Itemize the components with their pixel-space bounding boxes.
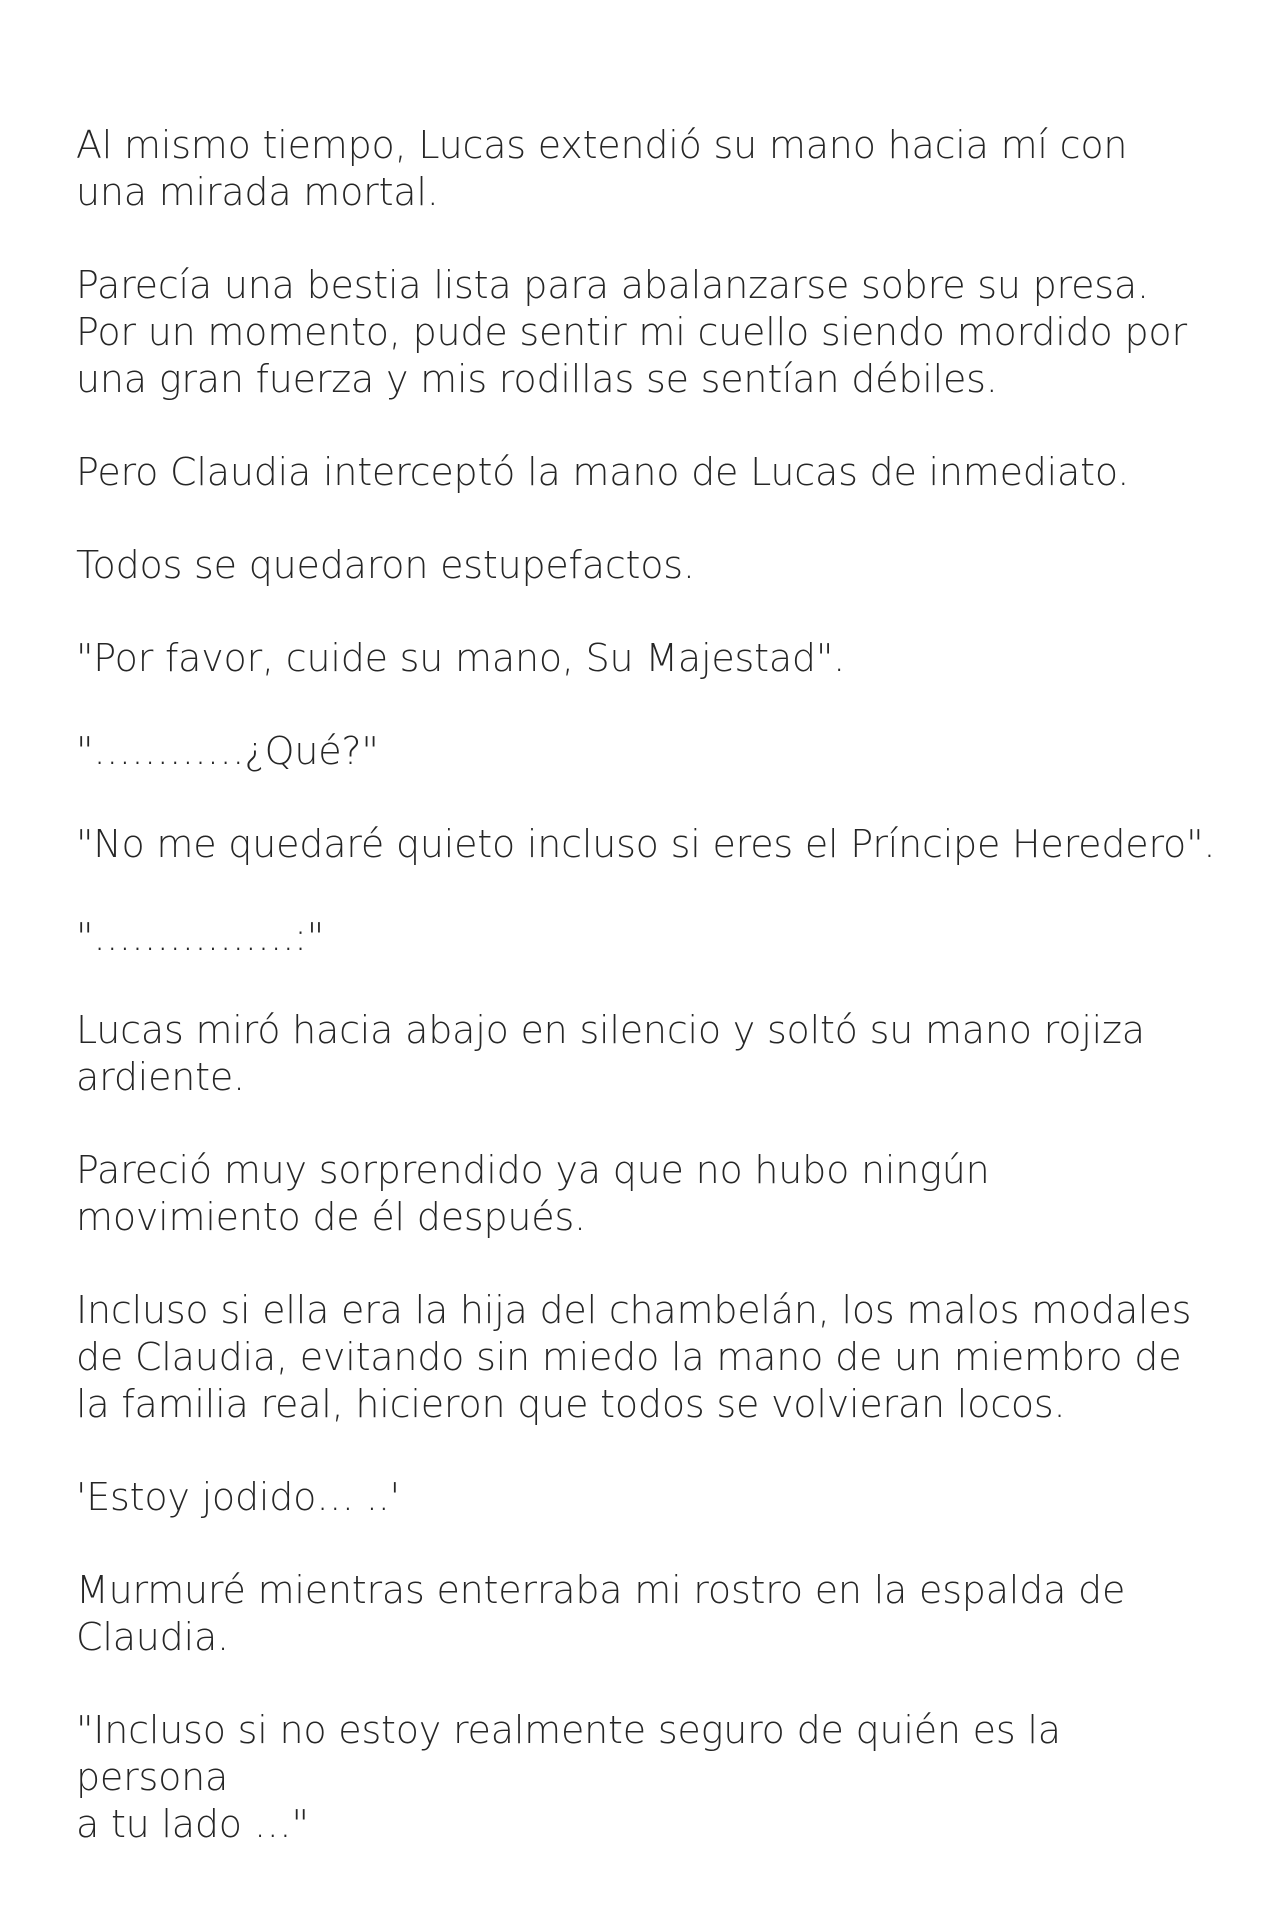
- dialogue-line: "…………¿Qué?": [76, 729, 379, 773]
- paragraph: Parecía una bestia lista para abalanzarse sobre su presa. Por un momento, pude sentir mi cuello siendo mordido por una gran fuerza y mis rodillas se sentían débiles.: [76, 263, 1187, 401]
- dialogue-line: "No me quedaré quieto incluso si eres el Príncipe Heredero".: [76, 822, 1216, 866]
- dialogue-line: "…………….:": [76, 915, 325, 959]
- paragraph: Pareció muy sorprendido ya que no hubo ningún movimiento de él después.: [76, 1148, 990, 1239]
- paragraph: Todos se quedaron estupefactos.: [76, 543, 695, 587]
- paragraph: Murmuré mientras enterraba mi rostro en la espalda de Claudia.: [76, 1568, 1126, 1659]
- paragraph: Pero Claudia interceptó la mano de Lucas de inmediato.: [76, 450, 1130, 494]
- paragraph: Incluso si ella era la hija del chambelán, los malos modales de Claudia, evitando sin miedo la mano de un miembro de la familia real, hicieron que todos se volvieran locos.: [76, 1288, 1192, 1426]
- paragraph: Lucas miró hacia abajo en silencio y soltó su mano rojiza ardiente.: [76, 1008, 1145, 1099]
- paragraph: Al mismo tiempo, Lucas extendió su mano hacia mí con una mirada mortal.: [76, 123, 1128, 214]
- thought-line: 'Estoy jodido… ..': [76, 1475, 400, 1519]
- dialogue-line: "Por favor, cuide su mano, Su Majestad".: [76, 636, 845, 680]
- dialogue-line: "Incluso si no estoy realmente seguro de quién es la persona a tu lado …": [76, 1708, 1061, 1846]
